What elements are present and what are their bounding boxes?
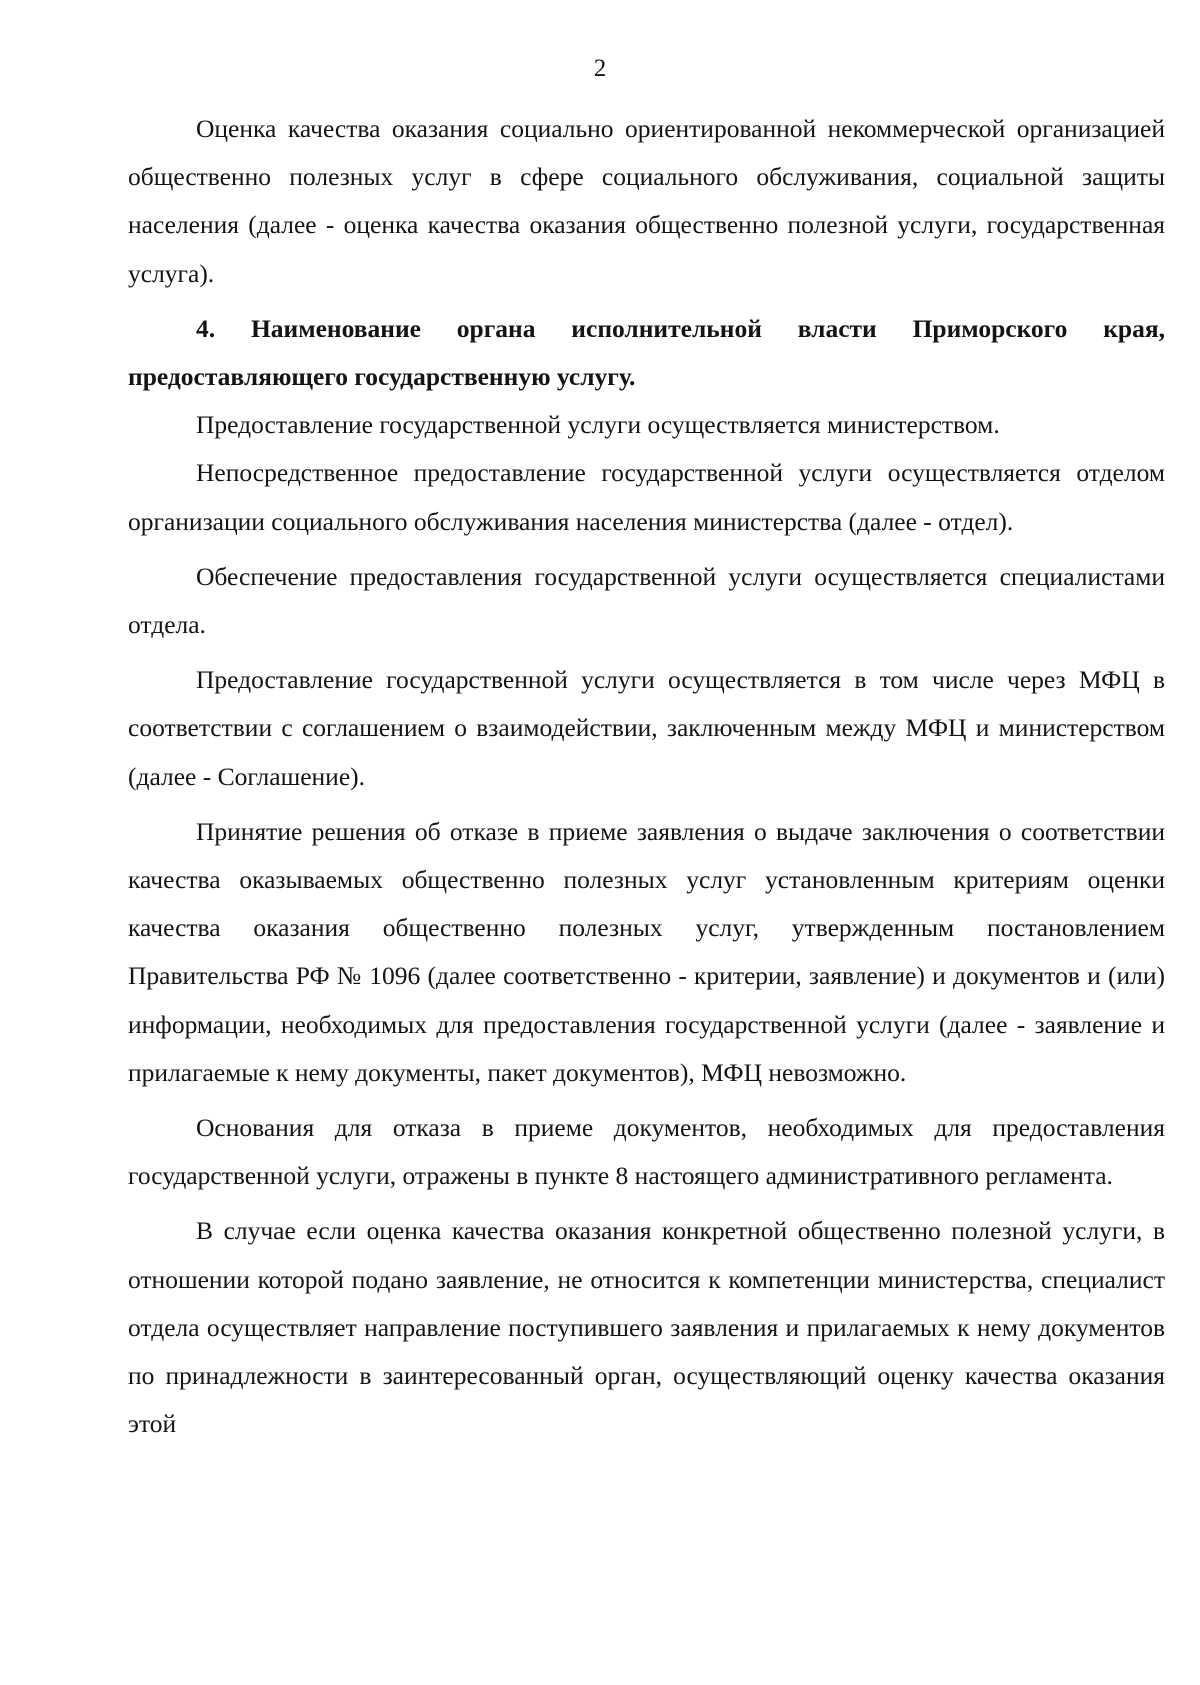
paragraph-direct-provision: Непосредственное предоставление государственной услуги осуществляется отделом организации социального обслуживания населения министерства (далее - отдел). (128, 458, 1165, 536)
paragraph-refusal-grounds: Основания для отказа в приеме документов, необходимых для предоставления государственной услуги, отражены в пункте 8 настоящего административного регламента. (128, 1113, 1165, 1191)
page-number: 2 (593, 55, 607, 82)
document-body (128, 105, 1165, 1448)
paragraph-provision-support: Обеспечение предоставления государственной услуги осуществляется специалистами отдела. (128, 561, 1165, 640)
paragraph-competence-redirect: В случае если оценка качества оказания конкретной общественно полезной услуги, в отношении которой подано заявление, не относится к компетенции министерства, специалист отдела осуществляет направление поступившего заявления и прилагаемых к нему документов по принадлежности в заинтересованный орган, осуществляющий оценку качества оказания этой (128, 1216, 1165, 1439)
paragraph-refusal-decision: Принятие решения об отказе в приеме заявления о выдаче заключения о соответствии качества оказываемых общественно полезных услуг установленным критериям оценки качества оказания общественно полезных услуг, утвержденным постановлением Правительства РФ № 1096 (далее соответственно - критерии, заявление) и документов и (или) информации, необходимых для предоставления государственной услуги (далее - заявление и прилагаемые к нему документы, пакет документов), МФЦ невозможно. (128, 816, 1165, 1087)
paragraph-quality-assessment: Оценка качества оказания социально ориентированной некоммерческой организацией общественно полезных услуг в сфере социального обслуживания, социальной защиты населения (далее - оценка качества оказания общественно полезной услуги, государственная услуга). (128, 114, 1165, 288)
section-heading-executive-authority: 4. Наименование органа исполнительной власти Приморского края, предоставляющего государственную услугу. (128, 313, 1165, 392)
paragraph-mfc-provision: Предоставление государственной услуги осуществляется в том числе через МФЦ в соответствии с соглашением о взаимодействии, заключенным между МФЦ и министерством (далее - Соглашение). (128, 665, 1165, 791)
paragraph-provided-by-ministry: Предоставление государственной услуги осуществляется министерством. (196, 410, 1000, 440)
